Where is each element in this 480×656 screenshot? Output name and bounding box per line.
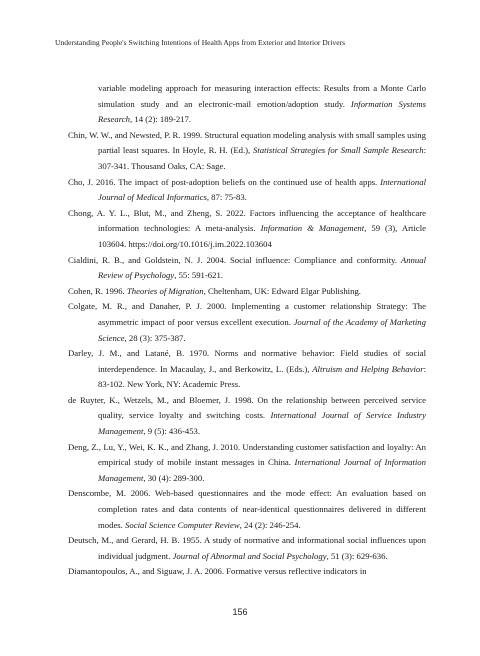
reference-source: Journal of Abnormal and Social Psychology [172,550,327,561]
reference-entry [68,393,426,440]
reference-source: Information & Management [260,223,365,234]
reference-entry [68,284,426,300]
reference-entry [68,564,426,580]
reference-entry [68,440,426,487]
reference-source: International Journal of Medical Informatics [98,176,426,203]
reference-text: Denscombe, M. 2006. Web-based questionnaires and the mode effect: An evaluation based on completion rates and data contents of near-identical questionnaires delivered in different modes. [68,488,426,530]
reference-text: , 30 (4): 289-300. [143,472,205,483]
reference-entry [68,486,426,533]
reference-source: International Journal of Information Management [98,457,426,483]
reference-entry [68,128,426,175]
reference-text: Darley, J. M., and Latané, B. 1970. Norms and normative behavior: Field studies of social interdependence. In Macaulay, J., and Berkowitz, L. (Eds.), [68,348,426,374]
reference-source: International Journal of Service Industry Management [98,410,426,437]
running-header: Understanding People's Switching Intentions of Health Apps from Exterior and Interior Drivers [55,38,346,47]
page-number: 156 [232,607,248,617]
reference-list [68,81,426,580]
reference-entry [68,299,426,346]
reference-text: variable modeling approach for measuring interaction effects: Results from a Monte Carlo simulation study and an electronic-mail emotion/adoption study. [98,83,426,109]
reference-text: , 59 (3), Article 103604. https://doi.org/10.1016/j.im.2022.103604 [98,223,426,249]
reference-text: Chong, A. Y. L., Blut, M., and Zheng, S. 2022. Factors influencing the acceptance of healthcare information technologies: A meta-analysis. [68,207,426,234]
reference-text: , 28 (3): 375-387. [124,332,186,343]
reference-entry [68,175,426,206]
reference-source: Annual Review of Psychology [98,254,426,281]
reference-text: Cohen, R. 1996. [68,285,127,296]
reference-text: Cho, J. 2016. The impact of post-adoption beliefs on the continued use of health apps. [68,176,381,187]
reference-source: Theories of Migration [126,285,204,296]
reference-text: : 83-102. New York, NY: Academic Press. [98,363,427,390]
reference-text: Colgate, M. R., and Danaher, P. J. 2000. Implementing a customer relationship Strategy: The asymmetric impact of poor versus excellent execution. [68,301,426,327]
reference-entry [68,206,426,253]
reference-text: , Cheltenham, UK: Edward Elgar Publishing. [203,285,361,296]
reference-source: Social Science Computer Review [125,519,240,530]
reference-text: , 55: 591-621. [174,270,223,281]
reference-text: Chin, W. W., and Newsted, P. R. 1999. Structural equation modeling analysis with small samples using partial least squares. In Hoyle, R. H. (Ed.), [68,129,426,156]
reference-entry [68,533,426,564]
reference-text: , 9 (5): 436-453. [143,426,201,437]
reference-entry [68,346,426,393]
reference-source: Statistical Strategies for Small Sample Research [252,145,424,156]
reference-source: Journal of the Academy of Marketing Science [98,316,426,343]
reference-text: , 51 (3): 629-636. [326,550,388,561]
reference-text: Deng, Z., Lu, Y., Wei, K. K., and Zhang, J. 2010. Understanding customer satisfaction and loyalty: An empirical study of mobile instant messages in China. [68,441,426,468]
reference-text: de Ruyter, K., Wetzels, M., and Bloemer, J. 1998. On the relationship between perceived service quality, service loyalty and switching costs. [68,394,426,421]
reference-entry [68,81,426,128]
reference-entry [68,253,426,284]
reference-text: , 14 (2): 189-217. [130,114,192,125]
reference-text: Cialdini, R. B., and Goldstein, N. J. 2004. Social influence: Compliance and conformity. [68,254,401,265]
reference-source: Altruism and Helping Behavior [312,363,424,374]
reference-text: Deutsch, M., and Gerard, H. B. 1955. A study of normative and informational social influences upon individual judgment. [68,535,426,561]
reference-text: : 307-341. Thousand Oaks, CA: Sage. [98,145,427,171]
reference-text: , 87: 75-83. [206,192,247,203]
reference-source: Information Systems Research [98,98,426,125]
reference-text: Diamantopoulos, A., and Siguaw, J. A. 2006. Formative versus reflective indicators in [68,566,367,577]
reference-text: , 24 (2): 246-254. [239,519,301,530]
